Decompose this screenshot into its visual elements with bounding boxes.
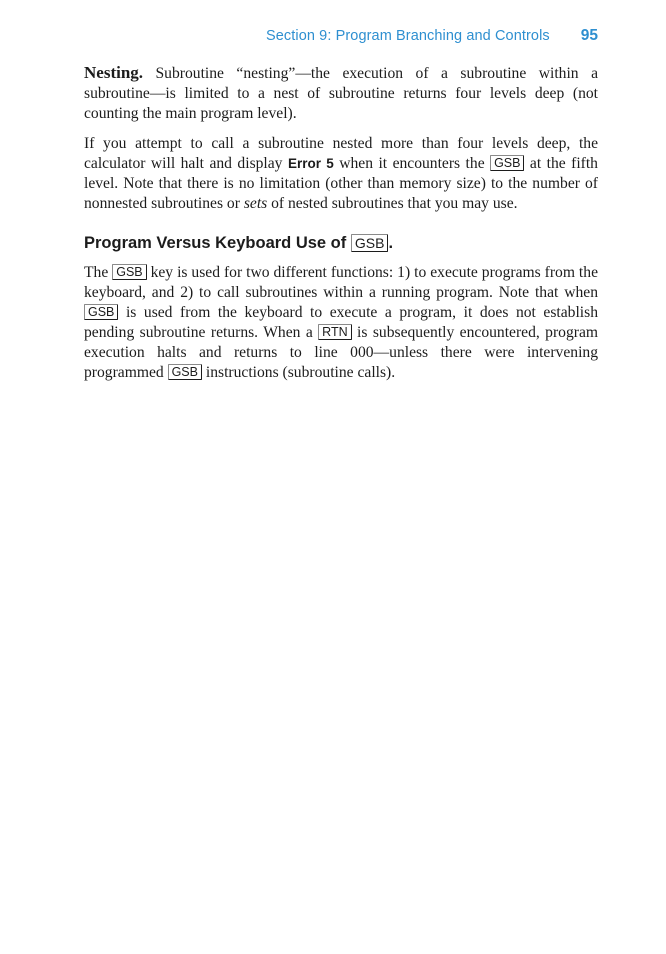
gsb-key-icon: GSB [490,155,524,171]
gsb-text-3: is used from the keyboard to execute a program, it does not establish pending subroutine returns. When a [84,304,598,341]
section-title: Section 9: Program Branching and Controls [265,28,550,44]
gsb-key-icon: GSB [112,264,146,280]
page-body [84,63,598,393]
limit-text-1: If you attempt to call a subroutine nested more than four levels deep, the calculator will halt and display [84,135,598,172]
page-header [84,27,598,49]
gsb-key-icon: GSB [168,364,202,380]
gsb-usage-paragraph [84,263,598,383]
gsb-text-4: is subsequently encountered, program execution halts and returns to line 000—unless there were intervening programmed [84,324,599,381]
section-heading-period: . [388,234,394,252]
gsb-text-5: instructions (subroutine calls). [201,364,396,381]
gsb-key-icon: GSB [84,304,118,320]
page-number: 95 [580,27,598,44]
nesting-paragraph [84,63,598,124]
limit-text-2: when it encounters the [333,155,491,172]
sets-emphasis: sets [243,195,268,212]
gsb-text-1: The [84,264,113,281]
rtn-key-icon: RTN [318,324,351,340]
error-5-display: Error 5 [287,156,334,171]
nesting-limit-paragraph [84,134,598,214]
section-heading-text: Program Versus Keyboard Use of [84,234,351,252]
nesting-run-in-heading: Nesting. [84,63,144,82]
section-heading [84,232,598,254]
gsb-text-2: key is used for two different functions: 1) to execute programs from the keyboard, and 2) to call subroutines within a running program. Note that when [84,264,598,301]
limit-text-4: of nested subroutines that you may use. [267,195,518,212]
gsb-key-icon: GSB [351,234,389,252]
nesting-text: Subroutine “nesting”—the execution of a subroutine within a subroutine—is limited to a nest of subroutine returns four levels deep (not counting the main program level). [84,65,598,122]
limit-text-3: at the fifth level. Note that there is no limitation (other than memory size) to the number of nonnested subroutines or [84,155,598,212]
